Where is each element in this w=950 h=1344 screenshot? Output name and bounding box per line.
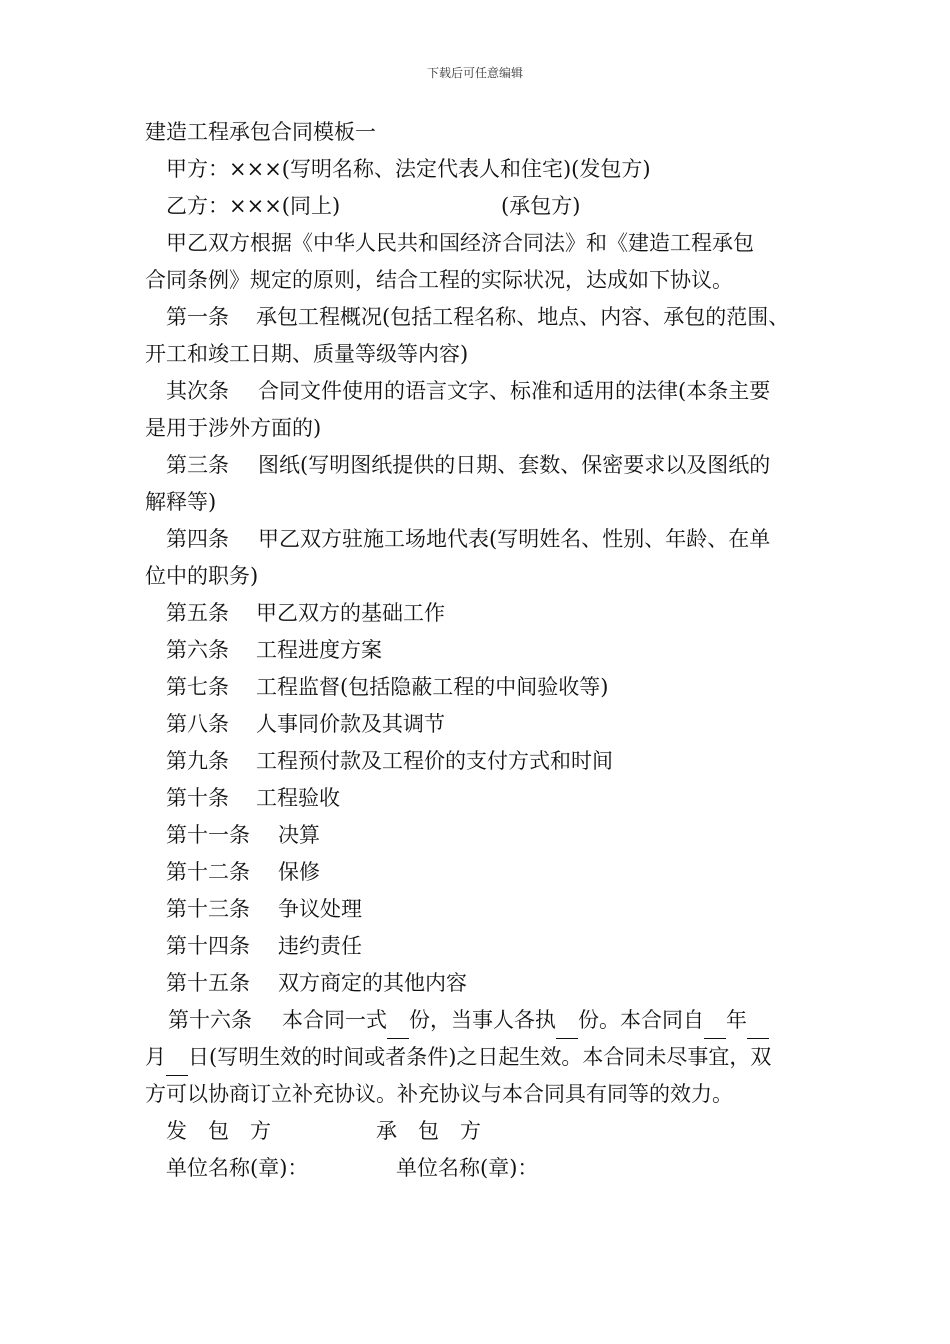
article-16-line-2-part-2: 日(写明生效的时间或者条件)之日起生效。本合同未尽事宜，双 — [188, 1045, 772, 1069]
article-heading: 第七条 — [166, 675, 229, 699]
article-10 — [145, 780, 825, 817]
article-heading: 第十条 — [166, 786, 229, 810]
article-4-continued: 位中的职务) — [145, 564, 259, 588]
article-heading: 第十四条 — [166, 934, 250, 958]
blank-month — [747, 1014, 769, 1039]
article-heading: 第一条 — [166, 305, 229, 329]
article-text: 甲乙双方驻施工场地代表(写明姓名、性别、年龄、在单 — [258, 527, 771, 551]
blank-copies-each — [556, 1014, 578, 1039]
article-text: 图纸(写明图纸提供的日期、套数、保密要求以及图纸的 — [258, 453, 771, 477]
article-16-part-2: 份，当事人各执 — [409, 1008, 556, 1032]
preamble-line-1: 甲乙双方根据《中华人民共和国经济合同法》和《建造工程承包 — [166, 231, 754, 255]
article-text: 工程监督(包括隐蔽工程的中间验收等) — [256, 675, 609, 699]
article-heading: 其次条 — [166, 379, 229, 403]
article-15 — [145, 965, 825, 1002]
article-4 — [145, 521, 825, 558]
article-16-line-2-part-1: 月 — [145, 1045, 166, 1069]
party-b-role: (承包方) — [501, 194, 581, 218]
article-16-line-3: 方可以协商订立补充协议。补充协议与本合同具有同等的效力。 — [145, 1082, 733, 1106]
article-text: 违约责任 — [278, 934, 362, 958]
article-heading: 第十一条 — [166, 823, 250, 847]
article-16-part-3: 份。本合同自 — [578, 1008, 704, 1032]
page-header-note: 下载后可任意编辑 — [426, 66, 523, 80]
article-16-part-4: 年 — [726, 1008, 747, 1032]
article-12 — [145, 854, 825, 891]
article-16-line-2 — [145, 1039, 825, 1076]
article-heading: 第十三条 — [166, 897, 250, 921]
article-heading: 第四条 — [166, 527, 229, 551]
article-text: 合同文件使用的语言文字、标准和适用的法律(本条主要 — [258, 379, 771, 403]
article-7 — [145, 669, 825, 706]
article-2 — [145, 373, 825, 410]
article-text: 人事同价款及其调节 — [256, 712, 445, 736]
article-13 — [145, 891, 825, 928]
signature-contractor: 承 包 方 — [376, 1119, 481, 1143]
signature-units — [145, 1150, 825, 1187]
article-2-continued: 是用于涉外方面的) — [145, 416, 322, 440]
party-a-line: 甲方：×××(写明名称、法定代表人和住宅)(发包方) — [166, 157, 651, 181]
article-heading: 第九条 — [166, 749, 229, 773]
article-text: 争议处理 — [278, 897, 362, 921]
article-3 — [145, 447, 825, 484]
article-text: 承包工程概况(包括工程名称、地点、内容、承包的范围、 — [256, 305, 790, 329]
unit-name-contractor: 单位名称(章)： — [396, 1156, 539, 1180]
article-heading: 第十二条 — [166, 860, 250, 884]
article-text: 决算 — [278, 823, 320, 847]
preamble-line-2: 合同条例》规定的原则，结合工程的实际状况，达成如下协议。 — [145, 268, 733, 292]
contract-document — [145, 114, 825, 1187]
article-5 — [145, 595, 825, 632]
article-8 — [145, 706, 825, 743]
article-6 — [145, 632, 825, 669]
article-text: 双方商定的其他内容 — [278, 971, 467, 995]
article-16 — [145, 1002, 825, 1039]
signature-parties — [145, 1113, 825, 1150]
article-text: 甲乙双方的基础工作 — [256, 601, 445, 625]
article-text: 工程进度方案 — [256, 638, 382, 662]
article-text: 工程预付款及工程价的支付方式和时间 — [256, 749, 613, 773]
article-text: 工程验收 — [256, 786, 340, 810]
article-heading: 第五条 — [166, 601, 229, 625]
article-3-continued: 解释等) — [145, 490, 217, 514]
article-14 — [145, 928, 825, 965]
article-1 — [145, 299, 825, 336]
article-16-part-1: 本合同一式 — [282, 1008, 387, 1032]
blank-copies — [387, 1014, 409, 1039]
article-11 — [145, 817, 825, 854]
blank-year — [704, 1014, 726, 1039]
article-heading: 第六条 — [166, 638, 229, 662]
party-b-label: 乙方：×××(同上) — [166, 194, 341, 218]
article-text: 保修 — [278, 860, 320, 884]
signature-employer: 发 包 方 — [166, 1119, 271, 1143]
article-9 — [145, 743, 825, 780]
unit-name-employer: 单位名称(章)： — [166, 1156, 309, 1180]
article-heading: 第三条 — [166, 453, 229, 477]
document-title: 建造工程承包合同模板一 — [145, 120, 376, 144]
party-b-line — [145, 188, 825, 225]
blank-day — [166, 1051, 188, 1076]
article-heading: 第十五条 — [166, 971, 250, 995]
article-1-continued: 开工和竣工日期、质量等级等内容) — [145, 342, 469, 366]
article-heading: 第八条 — [166, 712, 229, 736]
article-heading: 第十六条 — [168, 1008, 252, 1032]
